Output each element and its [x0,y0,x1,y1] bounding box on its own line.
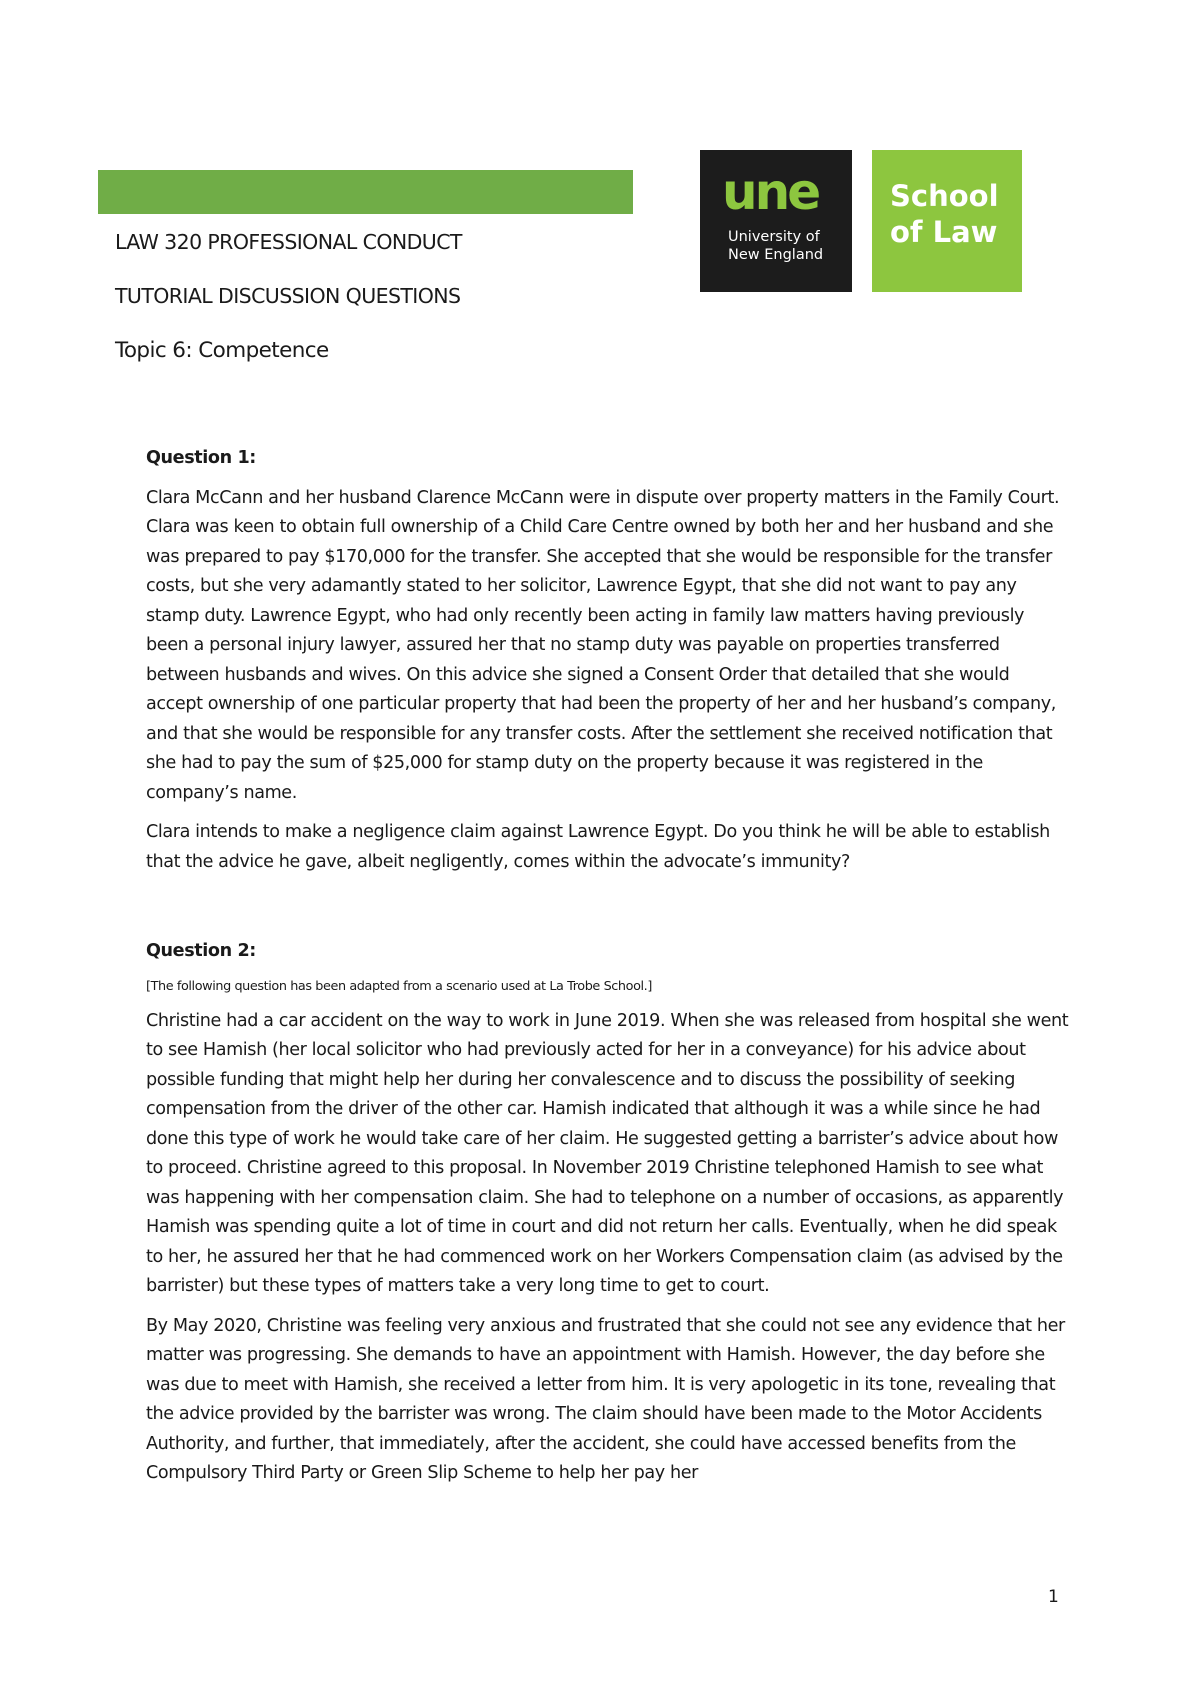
question-1-paragraph-2: Clara intends to make a negligence claim against Lawrence Egypt. Do you think he will be able to establish that the advice he gave, albeit negligently, comes within the advocate’s immunity? [146,822,1050,872]
question-2-paragraph-1: Christine had a car accident on the way to work in June 2019. When she was released from hospital she went to see Hamish (her local solicitor who had previously acted for her in a conveyance) for his advice about possible funding that might help her during her convalescence and to discuss the possibility of seeking compensation from the driver of the other car. Hamish indicated that although it was a while since he had done this type of work he would take care of her claim. He suggested getting a barrister’s advice about how to proceed. Christine agreed to this proposal. In November 2019 Christine telephoned Hamish to see what was happening with her compensation claim. She had to telephone on a number of occasions, as apparently Hamish was spending quite a lot of time in court and did not return her calls. Eventually, when he did speak to her, he assured her that he had commenced work on her Workers Compensation claim (as advised by the barrister) but these types of matters take a very long time to get to court. [146,1010,1069,1296]
une-logo-name [728,228,823,264]
question-2-source-note: [The following question has been adapted from a scenario used at La Trobe School.] [146,978,652,994]
une-logo-mark: une [722,163,819,221]
topic-heading: Topic 6: Competence [115,338,329,363]
une-logo [700,150,852,292]
une-logo-name-line1: University of [728,229,820,245]
question-1 [146,444,1071,877]
school-of-law-logo [872,150,1022,292]
section-spacer [146,887,1071,937]
question-1-heading: Question 1: [146,448,256,468]
document-title: LAW 320 PROFESSIONAL CONDUCT [115,230,462,254]
school-of-law-line2: of Law [890,215,998,249]
une-logo-name-line2: New England [728,247,824,263]
document-subtitle: TUTORIAL DISCUSSION QUESTIONS [115,284,461,308]
school-of-law-logo-text [890,178,999,250]
document-body [146,444,1071,1499]
header-green-bar [98,170,633,214]
school-of-law-line1: School [890,179,999,213]
question-1-paragraph-1: Clara McCann and her husband Clarence McCann were in dispute over property matters in the Family Court. Clara was keen to obtain full ownership of a Child Care Centre owned by both her and her husband and she was prepared to pay $170,000 for the transfer. She accepted that she would be responsible for the transfer costs, but she very adamantly stated to her solicitor, Lawrence Egypt, that she did not want to pay any stamp duty. Lawrence Egypt, who had only recently been acting in family law matters having previously been a personal injury lawyer, assured her that no stamp duty was payable on properties transferred between husbands and wives. On this advice she signed a Consent Order that detailed that she would accept ownership of one particular property that had been the property of her and her husband’s company, and that she would be responsible for any transfer costs. After the settlement she received notification that she had to pay the sum of $25,000 for stamp duty on the property because it was registered in the company’s name. [146,487,1060,803]
question-2-heading: Question 2: [146,941,256,961]
question-2-paragraph-2: By May 2020, Christine was feeling very anxious and frustrated that she could not see any evidence that her matter was progressing. She demands to have an appointment with Hamish. However, the day before she was due to meet with Hamish, she received a letter from him. It is very apologetic in its tone, revealing that the advice provided by the barrister was wrong. The claim should have been made to the Motor Accidents Authority, and further, that immediately, after the accident, she could have accessed benefits from the Compulsory Third Party or Green Slip Scheme to help her pay her [146,1315,1065,1483]
page-number: 1 [1048,1587,1059,1607]
question-2 [146,937,1071,1489]
